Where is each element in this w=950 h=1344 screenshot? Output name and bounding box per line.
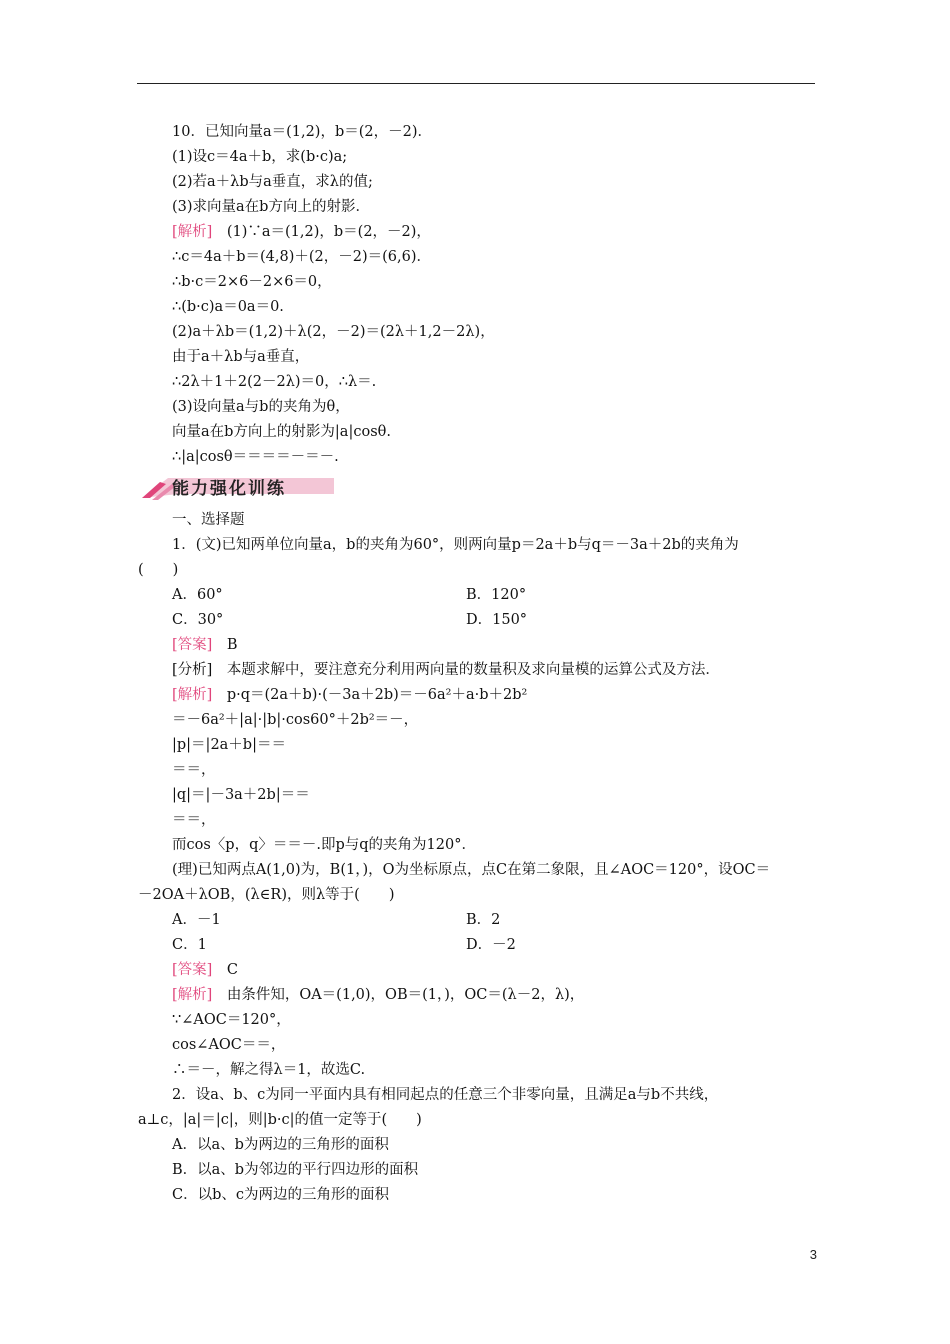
- solution-line: ∵∠AOC＝120°，: [172, 1012, 291, 1028]
- solution-line: |q|＝|－3a＋2b|＝＝: [172, 787, 310, 803]
- note-text: 本题求解中，要注意充分利用两向量的数量积及求向量模的运算公式及方法．: [226, 662, 720, 678]
- q1-stem: 1．(文)已知两单位向量a，b的夹角为60°，则两向量p＝2a＋b与q＝－3a＋2b的夹角为: [172, 537, 739, 553]
- solution-line: ∴(b·c)a＝0a＝0.: [172, 299, 284, 315]
- answer-tag: [答案]: [172, 962, 213, 978]
- q1-note: [0, 658, 950, 683]
- analysis-text: p·q＝(2a＋b)·(－3a＋2b)＝－6a²＋a·b＋2b²: [226, 687, 528, 703]
- q1-analysis: [0, 683, 950, 708]
- option-b: B．以a、b为邻边的平行四边形的面积: [172, 1162, 419, 1178]
- q1-options-row1: [0, 583, 950, 608]
- option-c: C．30°: [172, 612, 224, 628]
- header-rule: [137, 83, 815, 84]
- q1li-analysis: [0, 983, 950, 1008]
- solution-line: (3)设向量a与b的夹角为θ，: [172, 399, 350, 415]
- q1li-answer: [0, 958, 950, 983]
- answer-value: C: [226, 962, 238, 978]
- answer-value: B: [226, 637, 238, 653]
- solution-line: (2)a＋λb＝(1,2)＋λ(2，－2)＝(2λ＋1,2－2λ)，: [172, 324, 495, 340]
- solution-line: ＝＝，: [172, 812, 216, 828]
- problem10-stem: 10．已知向量a＝(1,2)，b＝(2，－2)．: [172, 124, 433, 140]
- q1li-options-row1: [0, 908, 950, 933]
- solution-line: 由于a＋λb与a垂直，: [172, 349, 310, 365]
- problem10-q1: (1)设c＝4a＋b，求(b·c)a;: [172, 149, 348, 165]
- analysis-text: 由条件知，OA＝(1,0)，OB＝(1，)，OC＝(λ－2，λ)，: [226, 987, 585, 1003]
- option-b: B．2: [466, 912, 501, 928]
- option-b: B．120°: [466, 587, 527, 603]
- q1li-stem-cont: －2OA＋λOB，(λ∈R)，则λ等于( ): [138, 887, 395, 903]
- note-tag: [分析]: [172, 662, 213, 678]
- answer-tag: [答案]: [172, 637, 213, 653]
- document-body: [0, 120, 950, 1208]
- section-heading: 一、选择题: [172, 512, 245, 528]
- problem10-q2: (2)若a＋λb与a垂直，求λ的值;: [172, 174, 373, 190]
- q1-options-row2: [0, 608, 950, 633]
- q1li-options-row2: [0, 933, 950, 958]
- solution-line: 而cos〈p，q〉＝＝－.即p与q的夹角为120°．: [172, 837, 476, 853]
- q1-stem-cont: ( ): [138, 562, 179, 578]
- option-c: C．1: [172, 937, 207, 953]
- solution-line: ∴c＝4a＋b＝(4,8)＋(2，－2)＝(6,6)．: [172, 249, 432, 265]
- analysis-tag: [解析]: [172, 987, 213, 1003]
- solution-line: |p|＝|2a＋b|＝＝: [172, 737, 286, 753]
- option-c: C．以b、c为两边的三角形的面积: [172, 1187, 389, 1203]
- analysis-text: (1)∵a＝(1,2)，b＝(2，－2)，: [226, 224, 431, 240]
- option-d: D．150°: [466, 612, 528, 628]
- solution-line: 向量a在b方向上的射影为|a|cosθ.: [172, 424, 391, 440]
- section-banner: [0, 472, 950, 502]
- problem10-q3: (3)求向量a在b方向上的射影．: [172, 199, 370, 215]
- solution-line: ＝＝，: [172, 762, 216, 778]
- solution-line: ∴|a|cosθ＝＝＝＝－＝－.: [172, 449, 339, 465]
- q1-answer: [0, 633, 950, 658]
- option-a: A．以a、b为两边的三角形的面积: [172, 1137, 389, 1153]
- solution-line: cos∠AOC＝＝，: [172, 1037, 286, 1053]
- solution-line: ∴b·c＝2×6－2×6＝0，: [172, 274, 332, 290]
- solution-line: ＝－6a²＋|a|·|b|·cos60°＋2b²＝－，: [172, 712, 419, 728]
- page-number: 3: [809, 1247, 817, 1262]
- analysis-tag: [解析]: [172, 687, 213, 703]
- option-d: D．－2: [466, 937, 516, 953]
- q1li-stem: (理)已知两点A(1,0)为，B(1，)，O为坐标原点，点C在第二象限，且∠AOC＝120°，设OC＝: [172, 862, 771, 878]
- solution-line: ∴＝－，解之得λ＝1，故选C.: [172, 1062, 366, 1078]
- solution-line: ∴2λ＋1＋2(2－2λ)＝0，∴λ＝.: [172, 374, 377, 390]
- q2-stem-cont: a⊥c，|a|＝|c|，则|b·c|的值一定等于( ): [138, 1112, 422, 1128]
- q2-stem: 2．设a、b、c为同一平面内具有相同起点的任意三个非零向量，且满足a与b不共线，: [172, 1087, 719, 1103]
- analysis-tag: [解析]: [172, 224, 213, 240]
- banner-title: 能力强化训练: [172, 479, 286, 499]
- problem10-analysis: [0, 220, 950, 245]
- option-a: A．－1: [172, 912, 221, 928]
- option-a: A．60°: [172, 587, 223, 603]
